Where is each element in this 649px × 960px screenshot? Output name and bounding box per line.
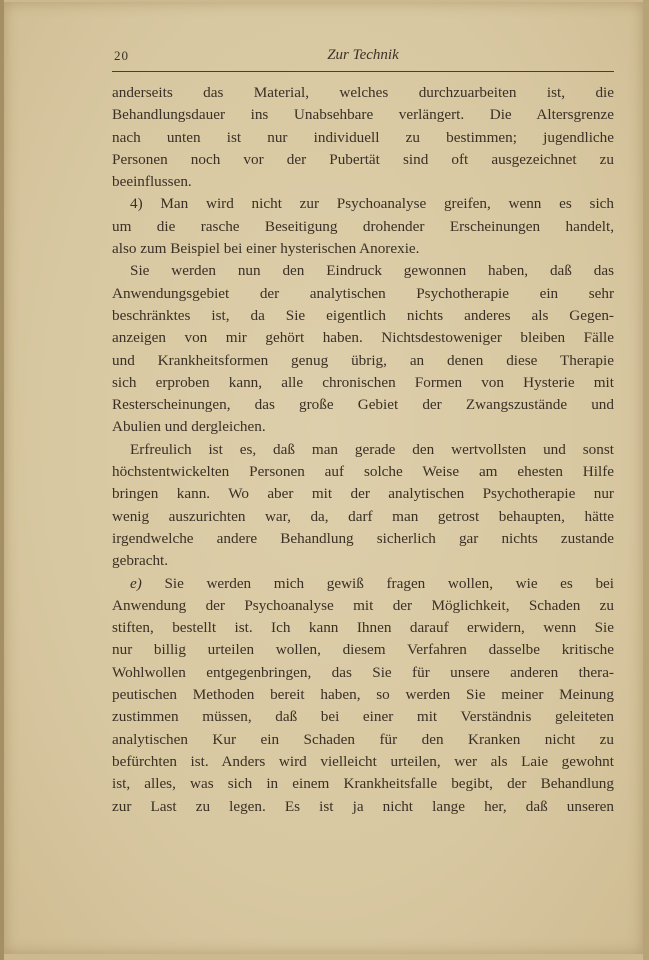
text-line: Erfreulich ist es, daß man gerade den wertvollsten und sonst <box>130 440 614 458</box>
scan-edge-right <box>643 0 649 960</box>
text-line-section-e <box>112 573 614 595</box>
running-header <box>112 48 614 68</box>
text-line: also zum Beispiel bei einer hysterischen Anorexie. <box>112 240 420 258</box>
text-line: bringen kann. Wo aber mit der analytischen Psychotherapie nur <box>112 485 614 503</box>
text-line: sich erproben kann, alle chronischen Formen von Hysterie mit <box>112 373 614 391</box>
section-marker: e) <box>130 574 142 592</box>
text-line: nur billig urteilen wollen, diesem Verfahren dasselbe kritische <box>112 641 614 659</box>
text-line: Sie werden nun den Eindruck gewonnen haben, daß das <box>130 262 614 280</box>
text-line: ist, alles, was sich in einem Krankheitsfalle begibt, der Behandlung <box>112 775 614 793</box>
text-line: und Krankheitsformen genug übrig, an denen diese Therapie <box>112 351 614 369</box>
text-line: stiften, bestellt ist. Ich kann Ihnen darauf erwidern, wenn Sie <box>112 619 614 637</box>
text-line: anzeigen von mir gehört haben. Nichtsdestoweniger bleiben Fälle <box>112 329 614 347</box>
text-line: gebracht. <box>112 552 169 570</box>
text-line: zur Last zu legen. Es ist ja nicht lange her, daß unseren <box>112 797 614 815</box>
text-line: beschränktes ist, da Sie eigentlich nichts anderes als Gegen- <box>112 306 614 324</box>
text-line: peutischen Methoden bereit haben, so werden Sie meiner Meinung <box>112 686 614 704</box>
text-line: um die rasche Beseitigung drohender Erscheinungen handelt, <box>112 217 614 235</box>
text-line: 4) Man wird nicht zur Psychoanalyse greifen, wenn es sich <box>130 195 614 213</box>
text-line: Resterscheinungen, das große Gebiet der Zwangszustände und <box>112 396 614 414</box>
text-line: Anwendung der Psychoanalyse mit der Möglichkeit, Schaden zu <box>112 596 614 614</box>
text-line: höchstentwickelten Personen auf solche Weise am ehesten Hilfe <box>112 463 614 481</box>
text-line: beeinflussen. <box>112 173 192 191</box>
text-line: analytischen Kur ein Schaden für den Kranken nicht zu <box>112 730 614 748</box>
text-line: zustimmen müssen, daß bei einer mit Verständnis geleiteten <box>112 708 614 726</box>
running-title: Zur Technik <box>327 47 399 63</box>
page-number: 20 <box>114 48 129 63</box>
text-line: befürchten ist. Anders wird vielleicht urteilen, wer als Laie gewohnt <box>112 752 614 770</box>
header-rule <box>112 71 614 72</box>
text-line: Behandlungsdauer ins Unabsehbare verlängert. Die Altersgrenze <box>112 106 614 124</box>
text-line-rest: Sie werden mich gewiß fragen wollen, wie es bei <box>164 574 615 592</box>
text-line: Anwendungsgebiet der analytischen Psychotherapie ein sehr <box>112 284 614 302</box>
text-line: irgendwelche andere Behandlung sicherlich gar nichts zustande <box>112 529 614 547</box>
text-line: Abulien und dergleichen. <box>112 418 266 436</box>
text-line: anderseits das Material, welches durchzuarbeiten ist, die <box>112 84 614 101</box>
text-line: nach unten ist nur individuell zu bestimmen; jugendliche <box>112 128 614 146</box>
text-line: Wohlwollen entgegenbringen, das Sie für unsere anderen thera- <box>112 663 614 681</box>
text-line: wenig auszurichten war, da, darf man getrost behaupten, hätte <box>112 507 614 525</box>
body-text <box>112 82 614 818</box>
text-line: Personen noch vor der Pubertät sind oft ausgezeichnet zu <box>112 150 614 168</box>
